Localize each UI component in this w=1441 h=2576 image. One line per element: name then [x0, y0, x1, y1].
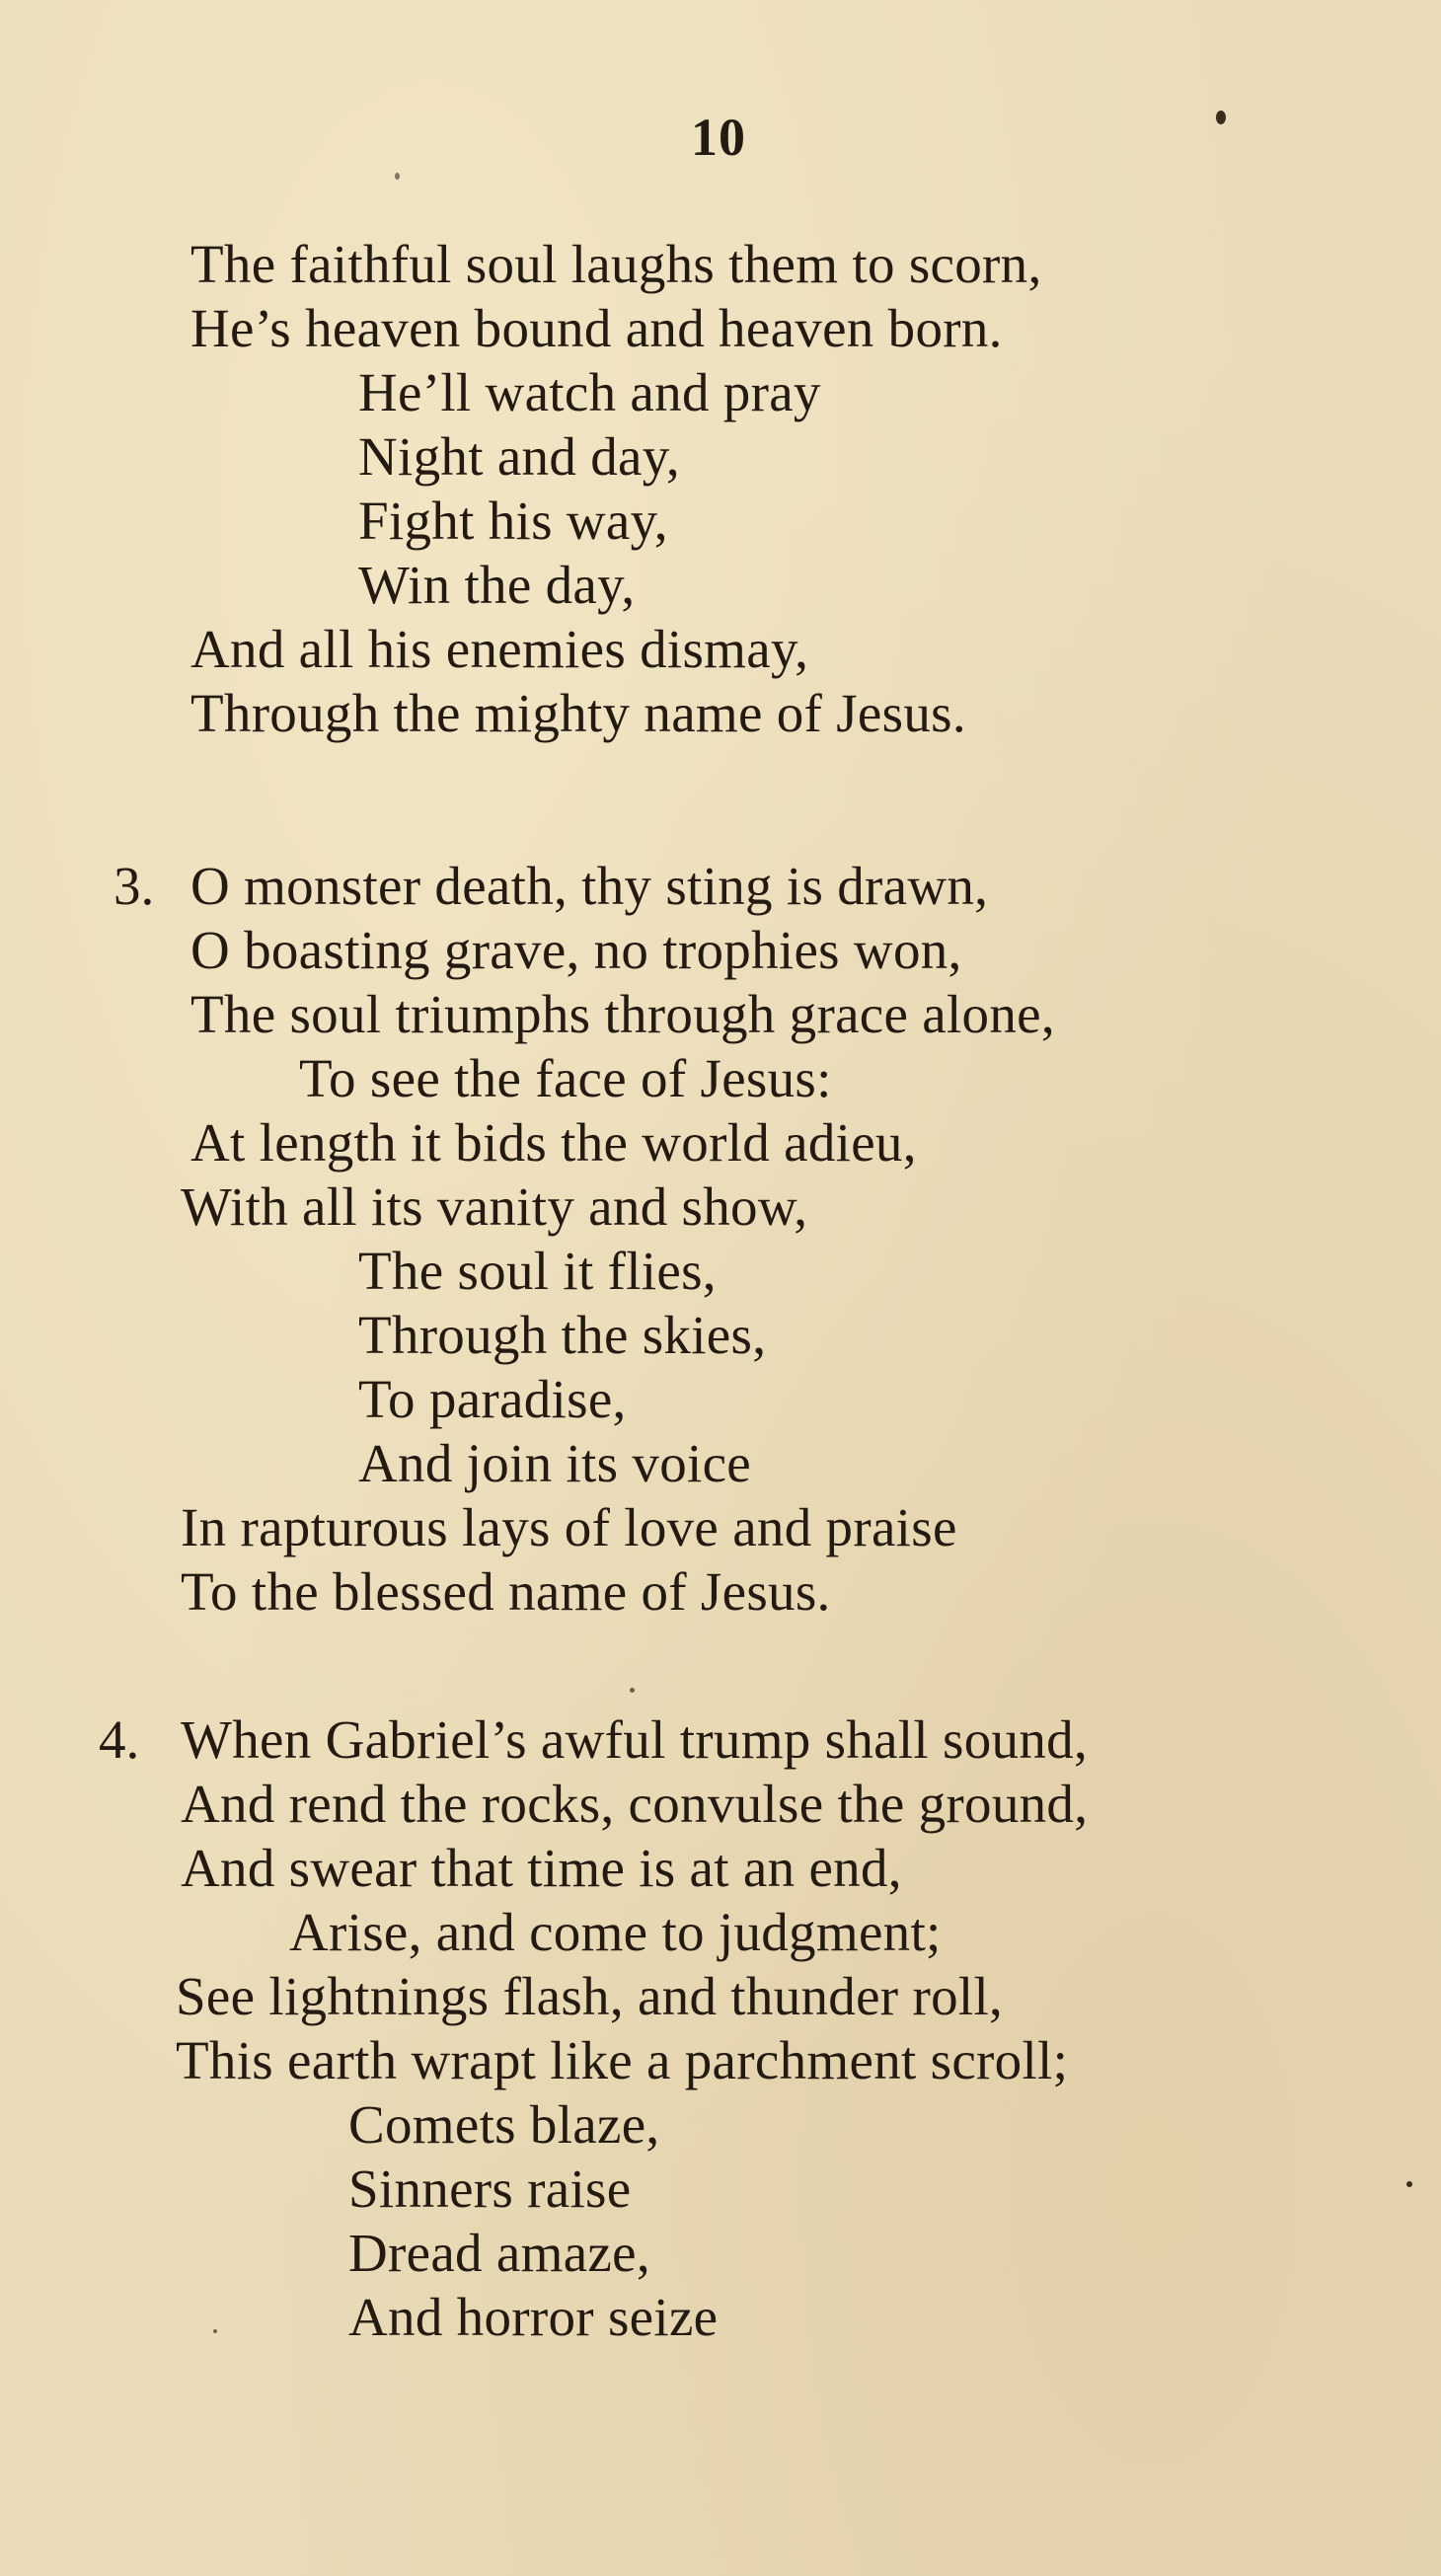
stanza-number: 3. [114, 856, 155, 916]
verse-line: Win the day, [358, 555, 636, 615]
verse-line: At length it bids the world adieu, [190, 1112, 917, 1173]
verse-line: Arise, and come to judgment; [289, 1902, 942, 1962]
verse-line: And rend the rocks, convulse the ground, [181, 1774, 1089, 1834]
verse-line: With all its vanity and show, [181, 1176, 808, 1237]
verse-line: He’s heaven bound and heaven born. [190, 298, 1003, 358]
verse-line: The soul triumphs through grace alone, [190, 984, 1055, 1044]
verse-line: Night and day, [358, 426, 680, 487]
verse-line: Dread amaze, [348, 2223, 650, 2283]
verse-line: The soul it flies, [358, 1241, 717, 1301]
ink-speck [395, 173, 400, 180]
verse-line: O boasting grave, no trophies won, [190, 920, 962, 980]
verse-line: See lightnings flash, and thunder roll, [176, 1966, 1004, 2026]
page-number: 10 [691, 108, 746, 167]
verse-line: And join its voice [358, 1433, 751, 1493]
verse-line: The faithful soul laughs them to scorn, [190, 234, 1042, 294]
verse-line: He’ll watch and pray [358, 362, 821, 422]
verse-line: Through the skies, [358, 1305, 767, 1365]
verse-line: Sinners raise [348, 2159, 632, 2219]
verse-line: O monster death, thy sting is drawn, [190, 856, 989, 916]
verse-line: Through the mighty name of Jesus. [190, 683, 966, 743]
verse-line: When Gabriel’s awful trump shall sound, [181, 1709, 1089, 1770]
verse-line: To see the face of Jesus: [299, 1048, 832, 1108]
verse-line: And swear that time is at an end, [181, 1838, 902, 1898]
verse-line: Comets blaze, [348, 2094, 660, 2155]
verse-line: To paradise, [358, 1369, 627, 1429]
verse-line: To the blessed name of Jesus. [181, 1561, 831, 1622]
verse-line: Fight his way, [358, 491, 668, 551]
verse-line: In rapturous lays of love and praise [181, 1497, 957, 1557]
ink-speck [1406, 2181, 1412, 2187]
stanza-number: 4. [99, 1709, 140, 1770]
verse-line: And horror seize [348, 2287, 719, 2347]
ink-speck [1216, 111, 1226, 124]
verse-line: And all his enemies dismay, [190, 619, 809, 679]
ink-speck [630, 1688, 635, 1693]
ink-speck [213, 2329, 217, 2333]
verse-line: This earth wrapt like a parchment scroll; [176, 2030, 1069, 2090]
